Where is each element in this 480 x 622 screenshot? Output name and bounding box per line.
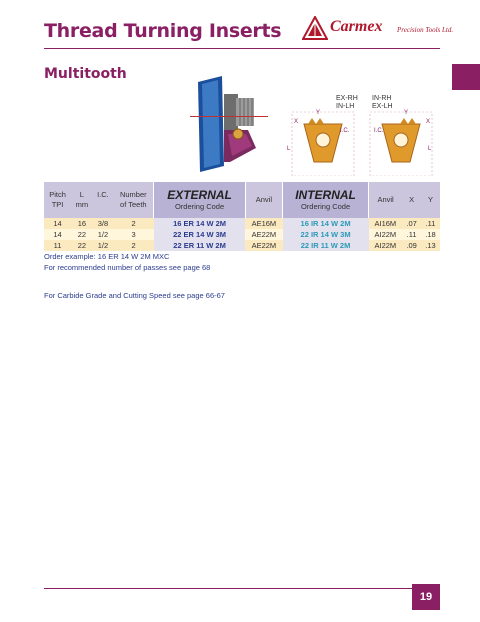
table-row xyxy=(44,218,440,229)
carbide-note: For Carbide Grade and Cutting Speed see page 66-67 xyxy=(44,291,225,300)
page-title: Thread Turning Inserts xyxy=(44,20,282,42)
section-title: Multitooth xyxy=(44,66,127,82)
col-external: EXTERNAL Ordering Code xyxy=(154,182,245,218)
col-anvil-int: Anvil xyxy=(369,182,403,218)
section-tab-marker xyxy=(452,64,480,90)
cell-internal-code: 22 IR 11 W 2M xyxy=(283,240,369,251)
table-row xyxy=(44,229,440,240)
logo-wordmark: Carmex xyxy=(330,18,383,35)
dim-l-left: L xyxy=(287,146,291,152)
col-pitch: Pitch TPI xyxy=(44,182,71,218)
dim-ic-left: I.C. xyxy=(340,128,350,134)
cell-x: .11 xyxy=(402,229,421,240)
cell-external-code: 22 ER 11 W 2M xyxy=(154,240,245,251)
cell-internal-code: 16 IR 14 W 2M xyxy=(283,218,369,229)
col-x: X xyxy=(402,182,421,218)
inserts-table xyxy=(44,182,440,251)
cell-anvil-int: AI22M xyxy=(369,229,403,240)
table-header-row xyxy=(44,182,440,218)
cell-anvil-ext: AE22M xyxy=(245,229,282,240)
ex-lh-label: EX-LH xyxy=(372,103,393,110)
dim-y-right: Y xyxy=(404,110,409,116)
dim-l-right: L xyxy=(428,146,432,152)
header-divider xyxy=(44,48,440,49)
cell-l: 16 xyxy=(71,218,93,229)
cell-internal-code: 22 IR 14 W 3M xyxy=(283,229,369,240)
col-internal: INTERNAL Ordering Code xyxy=(283,182,369,218)
cell-y: .11 xyxy=(421,218,440,229)
cell-external-code: 16 ER 14 W 2M xyxy=(154,218,245,229)
cell-external-code: 22 ER 14 W 3M xyxy=(154,229,245,240)
toolholder-drawing xyxy=(190,76,268,172)
cell-ic: 1/2 xyxy=(93,229,114,240)
cell-anvil-int: AI16M xyxy=(369,218,403,229)
passes-note: For recommended number of passes see page 68 xyxy=(44,263,211,272)
cell-y: .13 xyxy=(421,240,440,251)
dim-ic-right: I.C. xyxy=(374,128,384,134)
dim-y-left: Y xyxy=(316,110,321,116)
col-teeth: Number of Teeth xyxy=(113,182,154,218)
cell-x: .07 xyxy=(402,218,421,229)
carmex-emblem-icon xyxy=(302,16,328,40)
cell-anvil-ext: AE16M xyxy=(245,218,282,229)
cell-l: 22 xyxy=(71,229,93,240)
footer-divider xyxy=(44,588,412,589)
cell-l: 22 xyxy=(71,240,93,251)
cell-teeth: 3 xyxy=(113,229,154,240)
cell-teeth: 2 xyxy=(113,240,154,251)
col-anvil-ext: Anvil xyxy=(245,182,282,218)
dim-x-right: X xyxy=(426,119,431,125)
in-lh-label: IN-LH xyxy=(336,103,355,110)
order-example-note: Order example: 16 ER 14 W 2M MXC xyxy=(44,252,170,261)
insert-dimension-diagram xyxy=(287,95,432,176)
in-rh-label: IN-RH xyxy=(372,95,392,102)
cell-pitch: 11 xyxy=(44,240,71,251)
dim-x-left: X xyxy=(294,119,299,125)
cell-anvil-ext: AE22M xyxy=(245,240,282,251)
cell-teeth: 2 xyxy=(113,218,154,229)
carmex-logo xyxy=(302,16,452,44)
page-number: 19 xyxy=(412,584,440,610)
cell-ic: 3/8 xyxy=(93,218,114,229)
insert-illustration xyxy=(190,76,440,176)
cell-y: .18 xyxy=(421,229,440,240)
cell-x: .09 xyxy=(402,240,421,251)
ext-rh-label: EX-RH xyxy=(336,95,358,102)
cell-pitch: 14 xyxy=(44,229,71,240)
cell-ic: 1/2 xyxy=(93,240,114,251)
logo-tagline: Precision Tools Ltd. xyxy=(397,26,454,34)
cell-pitch: 14 xyxy=(44,218,71,229)
col-l: L mm xyxy=(71,182,93,218)
col-ic: I.C. xyxy=(93,182,114,218)
col-y: Y xyxy=(421,182,440,218)
table-row xyxy=(44,240,440,251)
cell-anvil-int: AI22M xyxy=(369,240,403,251)
